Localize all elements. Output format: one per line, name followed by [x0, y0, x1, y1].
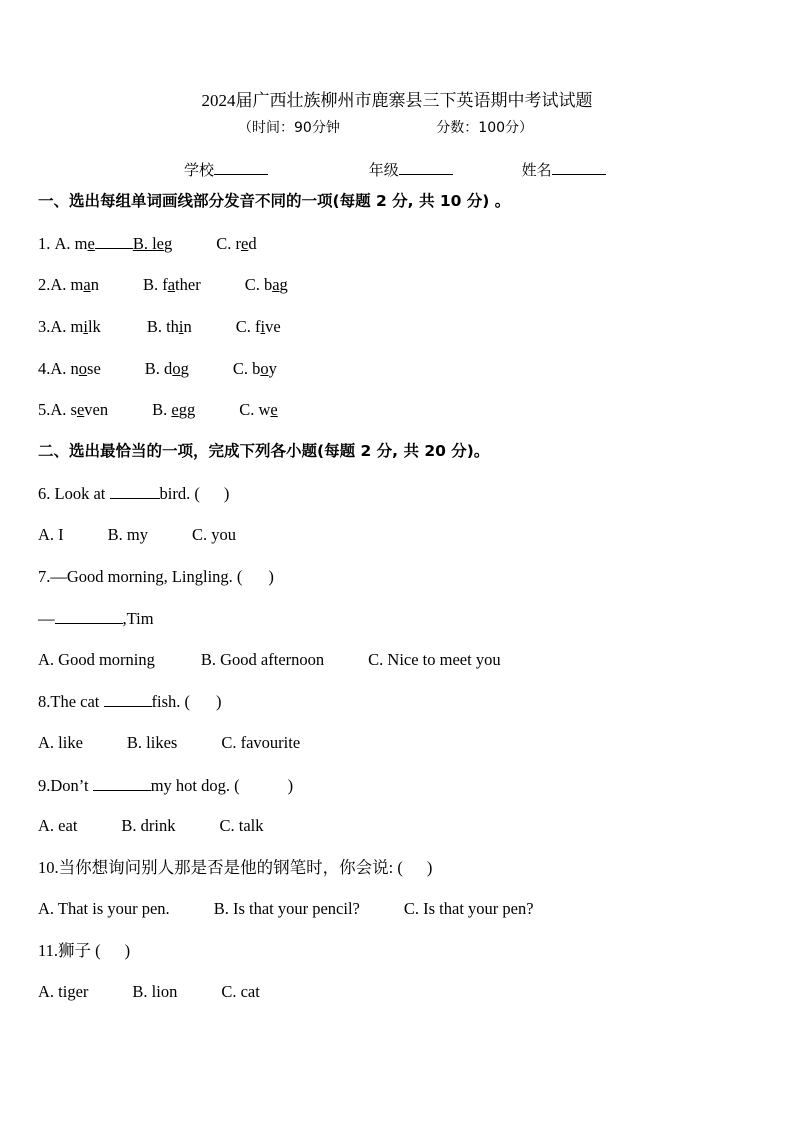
q2-a-underlined: a	[83, 275, 91, 294]
q2-option-b[interactable]	[143, 275, 201, 295]
exam-score: 分数：100分）	[436, 120, 534, 136]
q2-b-underlined: a	[167, 275, 176, 294]
q3-c-rest: ve	[265, 317, 281, 336]
q5-a-underlined: e	[76, 400, 85, 419]
q5-a-rest: ven	[84, 400, 109, 419]
q7-reply-dash: —	[38, 609, 55, 628]
exam-time: （时间：90分钟	[238, 120, 340, 136]
q1-option-a[interactable]	[55, 234, 95, 254]
q10-option-c[interactable]: C. Is that your pen?	[403, 899, 534, 918]
q4-b-rest: g	[180, 359, 189, 378]
q11-option-b[interactable]: B. lion	[132, 982, 178, 1001]
q2-b-rest: ther	[175, 275, 201, 294]
q6-option-c[interactable]: C. you	[192, 525, 237, 544]
q4-option-b[interactable]	[145, 359, 189, 379]
question-6-options	[38, 525, 236, 545]
q3-b-underlined: i	[178, 317, 184, 336]
name-field	[522, 159, 606, 180]
grade-label: 年级	[368, 161, 399, 179]
q4-b-underlined: o	[172, 359, 181, 378]
school-label: 学校	[184, 161, 215, 179]
q6-stem-end: bird. (	[159, 484, 200, 503]
q11-option-a[interactable]: A. tiger	[38, 982, 89, 1001]
q9-stem-start: 9.Don’t	[38, 776, 93, 795]
q3-a-text: A. m	[50, 317, 84, 336]
q8-close-paren: )	[216, 692, 222, 711]
question-9-options	[38, 816, 264, 836]
q4-c-underlined: o	[260, 359, 269, 378]
q6-option-a[interactable]: A. I	[38, 525, 64, 544]
q9-blank[interactable]	[93, 775, 151, 791]
q7-blank[interactable]	[55, 608, 123, 624]
q3-b-text: B. th	[146, 317, 179, 336]
q4-a-rest: se	[87, 359, 101, 378]
q3-c-text: C. f	[235, 317, 261, 336]
q7-stem: 7.—Good morning, Lingling. (	[38, 567, 243, 586]
exam-title: 2024届广西壮族柳州市鹿寨县三下英语期中考试试题	[201, 91, 593, 110]
q7-option-a[interactable]: A. Good morning	[38, 650, 155, 669]
q1-c-rest: d	[248, 234, 257, 253]
name-blank[interactable]	[552, 160, 606, 175]
q3-c-underlined: i	[260, 317, 266, 336]
q9-option-b[interactable]: B. drink	[121, 816, 176, 835]
q8-blank[interactable]	[104, 691, 152, 707]
q11-stem: 11.狮子 (	[38, 941, 101, 960]
q3-number: 3.	[38, 317, 51, 336]
question-7-reply	[38, 608, 154, 629]
question-6	[38, 483, 229, 504]
q6-stem-start: 6. Look at	[38, 484, 110, 503]
q1-b-text: B. l	[132, 234, 157, 253]
q2-c-underlined: a	[272, 275, 280, 294]
question-5	[38, 400, 278, 420]
name-label: 姓名	[521, 161, 552, 179]
q8-option-c[interactable]: C. favourite	[221, 733, 301, 752]
q5-option-a[interactable]	[50, 400, 108, 420]
question-8-options	[38, 733, 300, 753]
q7-option-b[interactable]: B. Good afternoon	[200, 650, 325, 669]
q8-option-a[interactable]: A. like	[38, 733, 83, 752]
question-10-options	[38, 899, 534, 919]
q8-stem-end: fish. (	[151, 692, 191, 711]
q2-a-text: A. m	[50, 275, 84, 294]
q11-close-paren: )	[124, 941, 131, 960]
q5-a-text: A. s	[50, 400, 77, 419]
school-field	[184, 159, 268, 180]
question-10	[38, 858, 432, 878]
question-9	[38, 775, 293, 796]
q10-close-paren: )	[426, 858, 433, 877]
q9-option-a[interactable]: A. eat	[38, 816, 78, 835]
q4-a-text: A. n	[50, 359, 79, 378]
q4-c-rest: y	[268, 359, 277, 378]
q7-close-paren: )	[268, 567, 274, 586]
q11-option-c[interactable]: C. cat	[221, 982, 260, 1001]
q6-blank[interactable]	[110, 483, 160, 499]
q5-option-b[interactable]	[152, 400, 195, 420]
q3-a-rest: lk	[87, 317, 101, 336]
q1-underline-gap	[95, 233, 133, 249]
q3-option-b[interactable]	[147, 317, 192, 337]
q8-option-b[interactable]: B. likes	[126, 733, 178, 752]
q7-reply-name: ,Tim	[122, 609, 154, 628]
q2-b-text: B. f	[142, 275, 168, 294]
q7-option-c[interactable]: C. Nice to meet you	[368, 650, 501, 669]
question-2	[38, 275, 288, 295]
q1-b-rest: g	[164, 234, 173, 253]
section1-heading: 一、选出每组单词画线部分发音不同的一项(每题 2 分, 共 10 分) 。	[38, 192, 511, 210]
q5-c-text: C. w	[239, 400, 271, 419]
q2-c-rest: g	[279, 275, 288, 294]
q9-stem-end: my hot dog. (	[150, 776, 240, 795]
q1-number: 1.	[38, 234, 55, 253]
q9-option-c[interactable]: C. talk	[219, 816, 264, 835]
q1-a-underlined: e	[87, 234, 95, 253]
exam-meta	[238, 117, 533, 137]
student-info	[184, 159, 606, 180]
q6-option-b[interactable]: B. my	[107, 525, 149, 544]
question-3	[38, 317, 281, 337]
q5-number: 5.	[38, 400, 51, 419]
q9-close-paren: )	[287, 776, 294, 795]
q1-option-b[interactable]	[133, 234, 172, 254]
q10-stem: 10.当你想询问别人那是否是他的钢笔时，你会说: (	[38, 858, 403, 877]
q5-b-rest: gg	[178, 400, 196, 419]
q4-b-text: B. d	[144, 359, 173, 378]
question-11	[38, 941, 130, 961]
q2-a-rest: n	[90, 275, 99, 294]
question-7	[38, 567, 274, 587]
q10-option-b[interactable]: B. Is that your pencil?	[213, 899, 360, 918]
q8-stem-start: 8.The cat	[38, 692, 104, 711]
q6-close-paren: )	[223, 484, 230, 503]
q4-c-text: C. b	[232, 359, 261, 378]
section2-heading: 二、选出最恰当的一项，完成下列各小题(每题 2 分, 共 20 分)。	[38, 442, 490, 460]
q2-c-text: C. b	[244, 275, 273, 294]
grade-blank[interactable]	[399, 160, 453, 175]
question-11-options	[38, 982, 260, 1002]
q3-option-c[interactable]	[236, 317, 281, 337]
grade-field	[369, 159, 453, 180]
question-8	[38, 691, 222, 712]
q1-c-text: C. r	[216, 234, 241, 253]
q1-a-text: A. m	[54, 234, 88, 253]
q4-option-a[interactable]	[50, 359, 100, 379]
question-7-options	[38, 650, 501, 670]
q1-b-underlined: e	[156, 234, 164, 253]
q2-option-a[interactable]	[50, 275, 99, 295]
question-4	[38, 359, 277, 379]
q3-a-underlined: i	[83, 317, 88, 336]
q1-c-underlined: e	[241, 234, 249, 253]
school-blank[interactable]	[214, 160, 268, 175]
q4-number: 4.	[38, 359, 51, 378]
question-1	[38, 233, 257, 254]
q1-option-c[interactable]	[216, 234, 256, 254]
q2-number: 2.	[38, 275, 51, 294]
q2-option-c[interactable]	[245, 275, 288, 295]
q5-b-underlined: e	[171, 400, 179, 419]
q3-b-rest: n	[183, 317, 192, 336]
q5-option-c[interactable]	[239, 400, 278, 420]
q4-option-c[interactable]	[233, 359, 277, 379]
q4-a-underlined: o	[78, 359, 88, 378]
q10-option-a[interactable]: A. That is your pen.	[38, 899, 170, 918]
q5-c-underlined: e	[270, 400, 278, 419]
q3-option-a[interactable]	[50, 317, 100, 337]
q5-b-text: B.	[152, 400, 172, 419]
